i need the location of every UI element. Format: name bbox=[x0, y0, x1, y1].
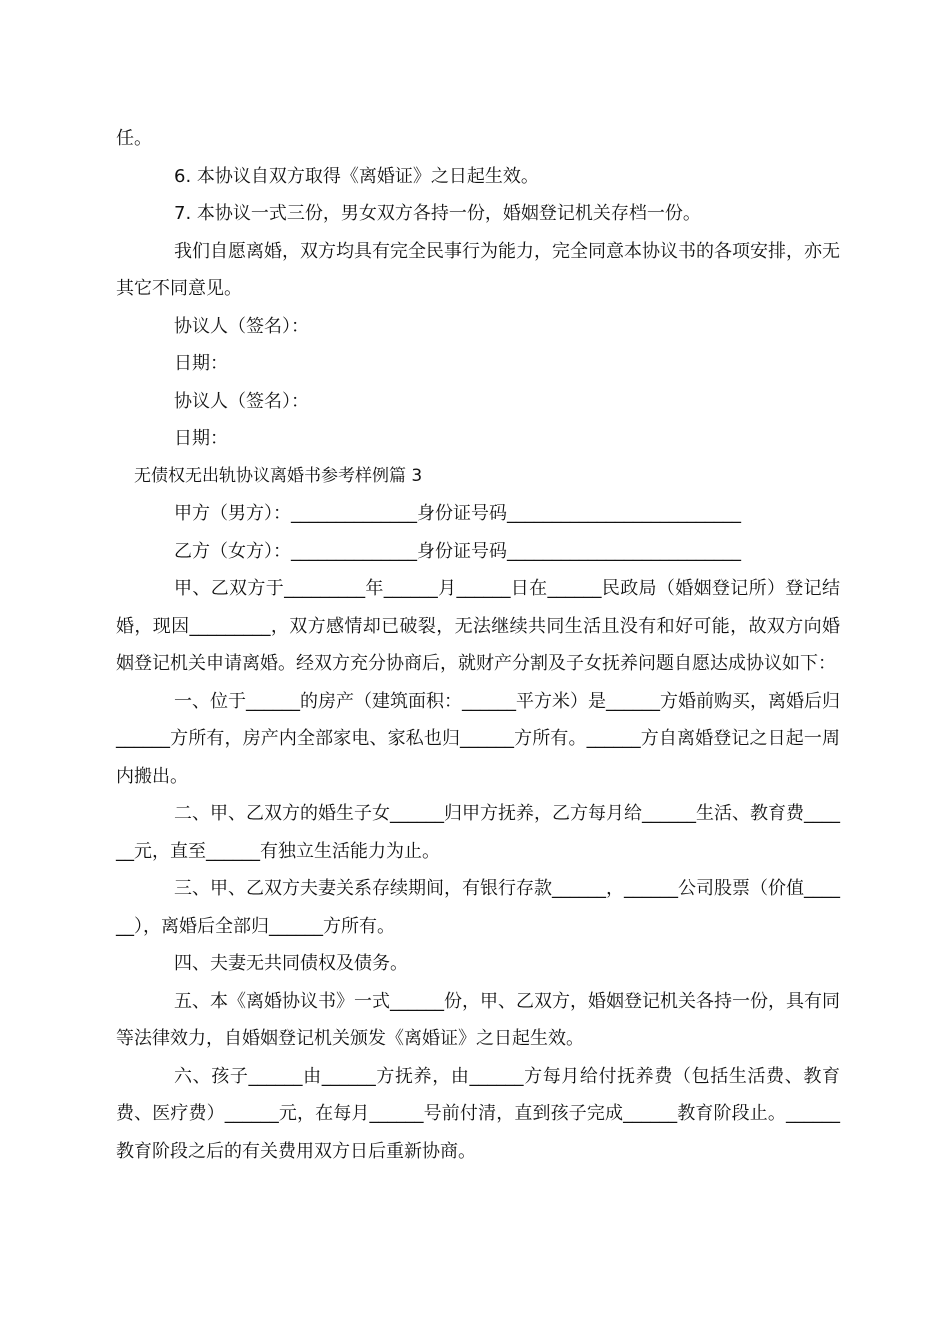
signature-line-1: 协议人（签名）： bbox=[174, 315, 309, 337]
clause-4-debts: 四、夫妻无共同债权及债务。 bbox=[174, 953, 408, 974]
clause-1-property: 一、位于______的房产（建筑面积：______平方米）是______方婚前购买，离婚后归______方所有，房产内全部家电、家私也归______方所有。______方自离婚登记之日起一周内搬出。 bbox=[116, 690, 840, 787]
paragraph-continuation: 任。 bbox=[116, 128, 152, 149]
declaration-paragraph: 我们自愿离婚，双方均具有完全民事行为能力，完全同意本协议书的各项安排，亦无其它不同意见。 bbox=[116, 240, 840, 299]
clause-3-savings: 三、甲、乙双方夫妻关系存续期间，有银行存款______，______公司股票（价值______），离婚后全部归______方所有。 bbox=[116, 878, 840, 937]
party-b-line: 乙方（女方）：______________身份证号码__________________________ bbox=[174, 540, 741, 562]
clause-7-copies: 7. 本协议一式三份，男女双方各持一份，婚姻登记机关存档一份。 bbox=[174, 203, 701, 224]
clause-6-custody: 六、孩子______由______方抚养，由______方每月给付抚养费（包括生活费、教育费、医疗费）______元，在每月______号前付清，直到孩子完成______教育阶段止。______教育阶段之后的有关费用双方日后重新协商。 bbox=[116, 1065, 840, 1162]
clause-5-copies: 五、本《离婚协议书》一式______份，甲、乙双方，婚姻登记机关各持一份，具有同等法律效力，自婚姻登记机关颁发《离婚证》之日起生效。 bbox=[116, 990, 840, 1049]
date-line-2: 日期： bbox=[174, 428, 228, 449]
document-body bbox=[116, 120, 840, 1170]
marriage-statement: 甲、乙双方于_________年______月______日在______民政局（婚姻登记所）登记结婚，现因_________，双方感情却已破裂，无法继续共同生活且没有和好可能，故双方向婚姻登记机关申请离婚。经双方充分协商后，就财产分割及子女抚养问题自愿达成协议如下： bbox=[116, 578, 840, 674]
signature-line-2: 协议人（签名）： bbox=[174, 390, 309, 412]
clause-2-child: 二、甲、乙双方的婚生子女______归甲方抚养，乙方每月给______生活、教育费______元，直至______有独立生活能力为止。 bbox=[116, 803, 840, 862]
date-line-1: 日期： bbox=[174, 353, 228, 374]
party-a-line: 甲方（男方）：______________身份证号码__________________________ bbox=[174, 503, 741, 524]
clause-6-effective: 6. 本协议自双方取得《离婚证》之日起生效。 bbox=[174, 165, 539, 187]
section-heading: 无债权无出轨协议离婚书参考样例篇 3 bbox=[134, 465, 423, 486]
